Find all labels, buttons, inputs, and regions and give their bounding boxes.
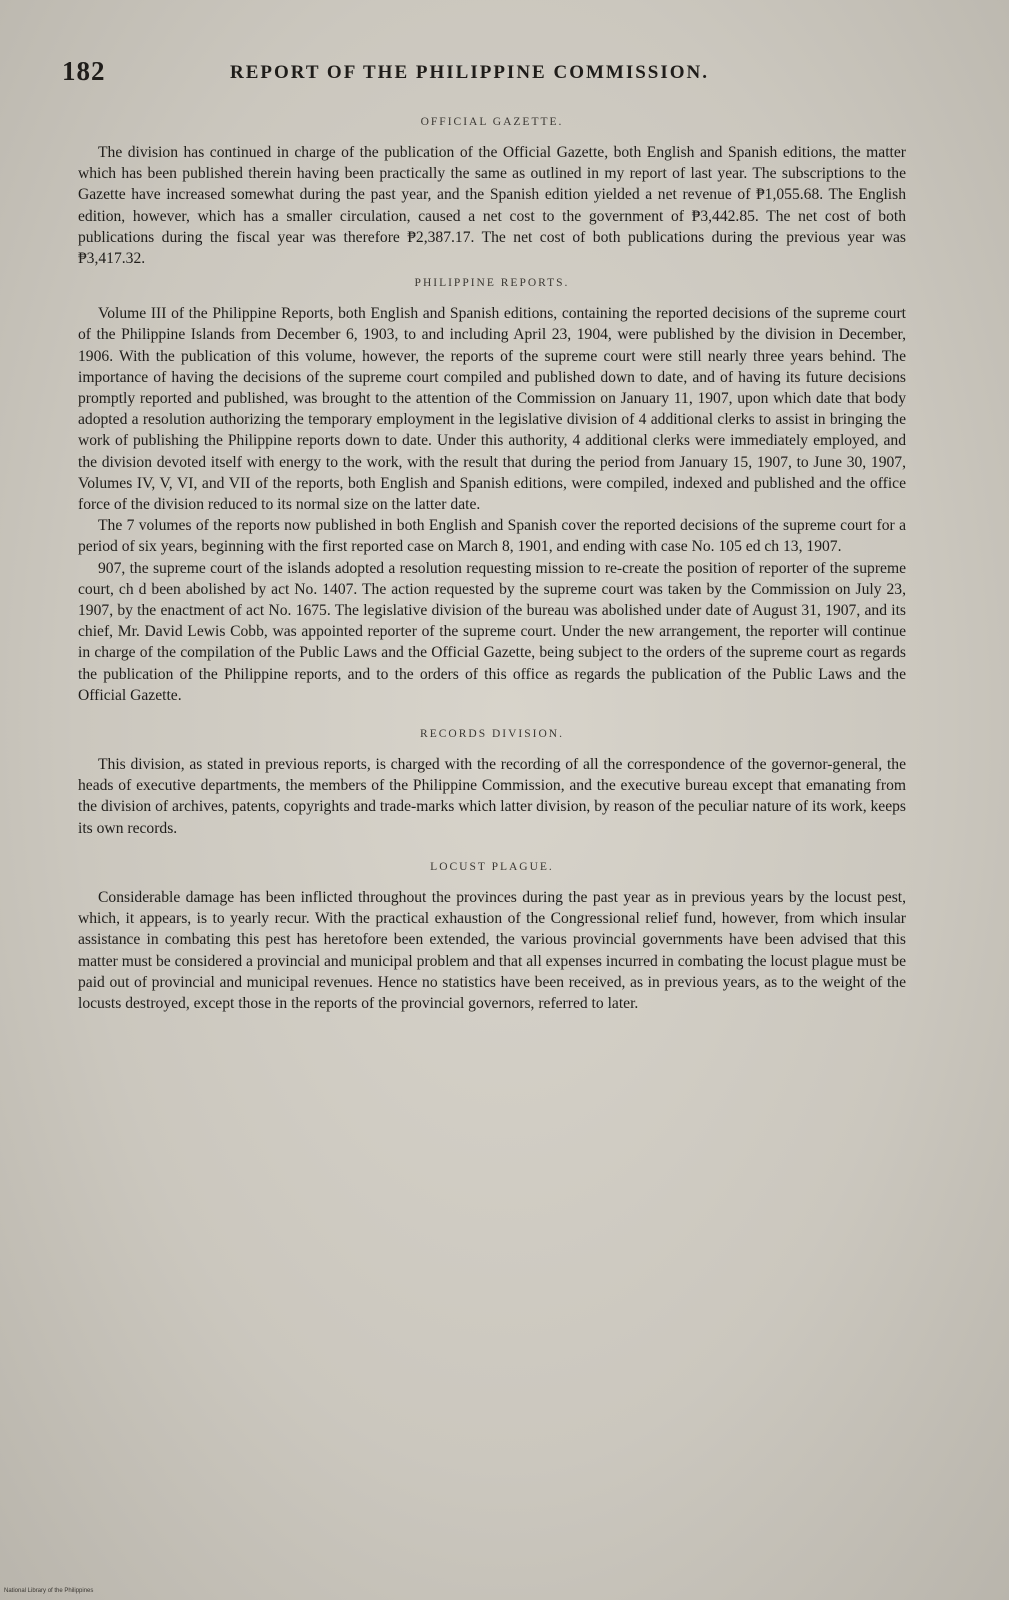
section-heading: PHILIPPINE REPORTS. <box>414 277 570 290</box>
paragraph: Volume III of the Philippine Reports, both English and Spanish editions, containing the reported decisions of the supreme court of the Philippine Islands from December 6, 1903, to and including April 23, 1904, were published by the division in December, 1906. With the publication of this volume, however, the reports of the supreme court were still nearly three years behind. The importance of having the decisions of the supreme court compiled and published down to date, and of having its future decisions promptly reported and published, was brought to the attention of the Commission on January 11, 1907, upon which date that body adopted a resolution authorizing the temporary employment in the legislative division of 4 additional clerks to assist in bringing the work of publishing the Philippine reports down to date. Under this authority, 4 additional clerks were immediately employed, and the division devoted itself with energy to the work, with the result that during the period from January 15, 1907, to June 30, 1907, Volumes IV, V, VI, and VII of the reports, both English and Spanish editions, were compiled, indexed and published and the office force of the division reduced to its normal size on the latter date. <box>78 305 906 514</box>
section-official-gazette <box>78 116 906 269</box>
section-locust-plague <box>78 861 906 1014</box>
paragraph: Considerable damage has been inflicted throughout the provinces during the past year as in previous years by the locust pest, which, it appears, is to yearly recur. With the practical exhaustion of the Congressional relief fund, however, from which insular assistance in combating this pest has heretofore been extended, the various provincial governments have been advised that this matter must be considered a provincial and municipal problem and that all expenses incurred in combating the locust plague must be paid out of provincial and municipal revenues. Hence no statistics have been received, as in previous years, as to the weight of the locusts destroyed, except those in the reports of the provincial governors, referred to later. <box>78 888 906 1012</box>
page-header <box>62 56 952 96</box>
section-heading: RECORDS DIVISION. <box>420 728 564 741</box>
paragraph: This division, as stated in previous reports, is charged with the recording of all the correspondence of the governor-general, the heads of executive departments, the members of the Philippine Commission, and the executive bureau except that emanating from the division of archives, patents, copyrights and trade-marks which latter division, by reason of the peculiar nature of its work, keeps its own records. <box>78 756 906 837</box>
section-philippine-reports <box>78 277 906 706</box>
section-heading: OFFICIAL GAZETTE. <box>420 116 564 128</box>
scan-footer-credit: National Library of the Philippines <box>4 1588 94 1594</box>
paragraph: The division has continued in charge of the publication of the Official Gazette, both English and Spanish editions, the matter which has been published therein having been practically the same as outlined in my report of last year. The subscriptions to the Gazette have increased somewhat during the past year, and the Spanish edition yielded a net revenue of ₱1,055.68. The English edition, however, which has a smaller circulation, caused a net cost to the government of ₱3,442.85. The net cost of both publications during the fiscal year was therefore ₱2,387.17. The net cost of both publications during the previous year was ₱3,417.32. <box>78 144 906 268</box>
page-number: 182 <box>62 56 106 86</box>
section-heading: LOCUST PLAGUE. <box>430 860 554 873</box>
section-records-division <box>78 728 906 839</box>
page-body <box>78 116 906 1014</box>
paragraph: The 7 volumes of the reports now published in both English and Spanish cover the reported decisions of the supreme court for a period of six years, beginning with the first reported case on March 8, 1901, and ending with case No. 105 ed ch 13, 1907. <box>78 517 906 556</box>
running-title: REPORT OF THE PHILIPPINE COMMISSION. <box>230 62 710 83</box>
paragraph: 907, the supreme court of the islands adopted a resolution requesting mission to re-create the position of reporter of the supreme court, ch d been abolished by act No. 1407. The action requested by the supreme court was taken by the Commission on July 23, 1907, by the enactment of act No. 1675. The legislative division of the bureau was abolished under date of August 31, 1907, and its chief, Mr. David Lewis Cobb, was appointed reporter of the supreme court. Under the new arrangement, the reporter will continue in charge of the compilation of the Public Laws and the Official Gazette, being subject to the orders of the supreme court as regards the publication of the Philippine reports, and to the orders of this office as regards the publication of the Public Laws and the Official Gazette. <box>78 559 906 704</box>
